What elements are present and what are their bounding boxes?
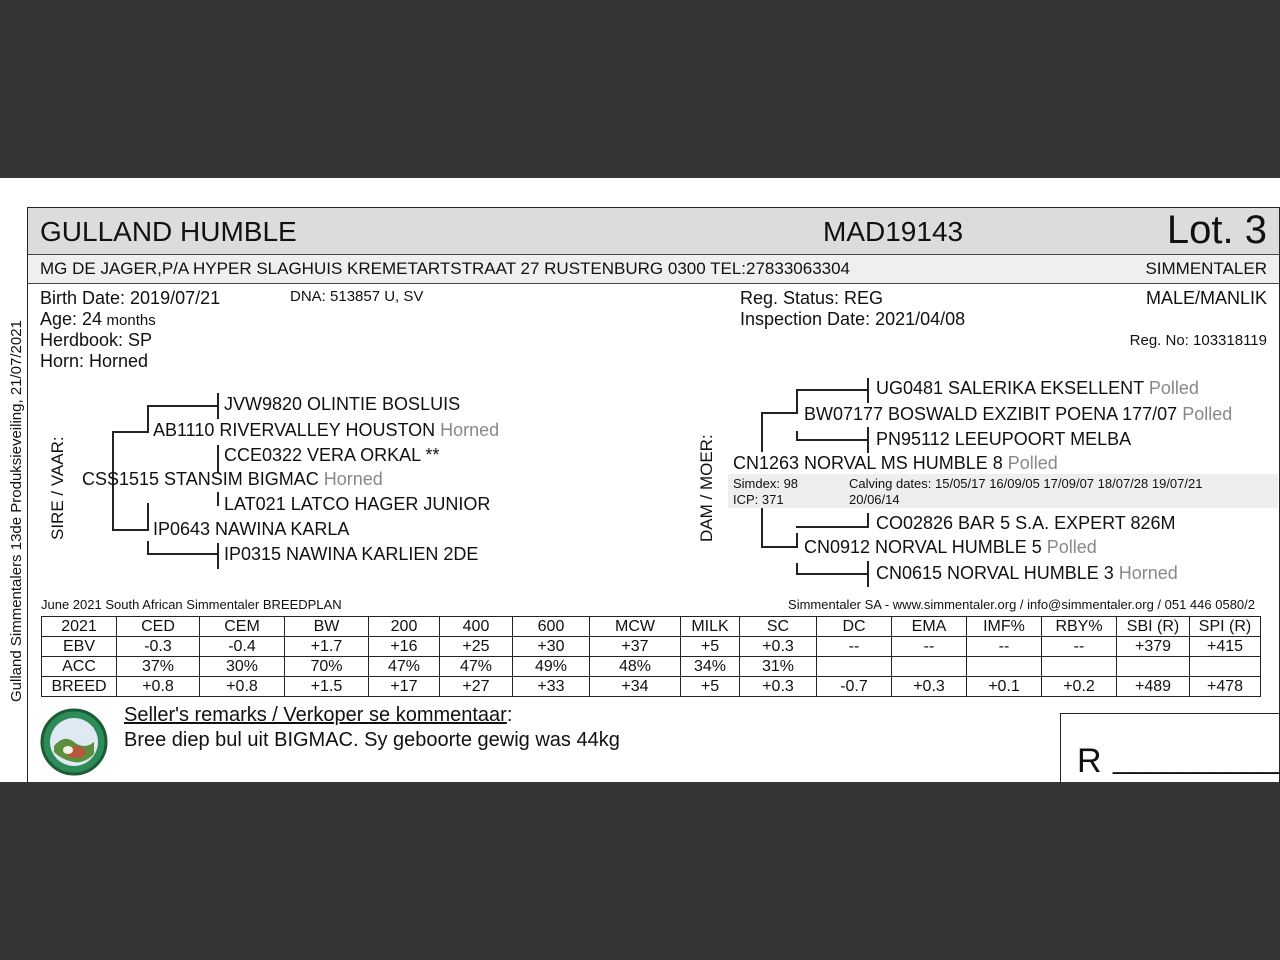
dam-bracket-top bbox=[761, 412, 763, 452]
table-cell: +1.5 bbox=[285, 677, 369, 697]
table-cell: +0.3 bbox=[740, 637, 817, 657]
reg-no: Reg. No: 103318119 bbox=[1129, 332, 1267, 349]
header-cell: SPI (R) bbox=[1190, 617, 1261, 637]
owner-bar bbox=[28, 255, 1279, 284]
table-cell: 34% bbox=[681, 657, 740, 677]
dam-gg-sire bbox=[876, 378, 1199, 399]
header-cell: EMA bbox=[892, 617, 967, 637]
table-cell: +5 bbox=[681, 637, 740, 657]
table-cell bbox=[892, 657, 967, 677]
dam-gd-bracket-b bbox=[796, 526, 869, 528]
dam-ggs-tick bbox=[867, 378, 869, 403]
dam-grand-dam-tag: Polled bbox=[1046, 537, 1097, 557]
table-cell: 70% bbox=[285, 657, 369, 677]
table-cell: +5 bbox=[681, 677, 740, 697]
header-cell: RBY% bbox=[1042, 617, 1117, 637]
table-cell: EBV bbox=[42, 637, 117, 657]
table-cell bbox=[1117, 657, 1190, 677]
age-value: Age: 24 bbox=[40, 309, 103, 329]
table-cell: +415 bbox=[1190, 637, 1261, 657]
remarks-heading bbox=[124, 704, 512, 727]
ebv-row bbox=[42, 637, 1261, 657]
sire-grand-sire bbox=[153, 420, 499, 441]
catalogue-sheet bbox=[0, 178, 1280, 782]
dam-gg-sire-name: UG0481 SALERIKA EKSELLENT bbox=[876, 378, 1144, 398]
horn: Horn: Horned bbox=[40, 351, 149, 371]
table-cell bbox=[1190, 657, 1261, 677]
inspection-date: Inspection Date: 2021/04/08 bbox=[740, 309, 966, 329]
header-cell: 600 bbox=[513, 617, 590, 637]
ebv-table bbox=[41, 616, 1261, 697]
table-cell: +33 bbox=[513, 677, 590, 697]
calving-dates-cont: 20/06/14 bbox=[849, 492, 900, 507]
remarks-text: Bree diep bul uit BIGMAC. Sy geboorte gewig was 44kg bbox=[124, 729, 620, 751]
sire-bracket-bottom bbox=[112, 529, 147, 531]
table-cell: +0.1 bbox=[967, 677, 1042, 697]
dam-gs-bracket-d bbox=[796, 439, 869, 441]
header-cell: CEM bbox=[200, 617, 285, 637]
breedplan-contact: Simmentaler SA - www.simmentaler.org / info@simmentaler.org / 051 446 0580/2 bbox=[788, 597, 1255, 612]
owner-details: MG DE JAGER,P/A HYPER SLAGHUIS KREMETARTSTRAAT 27 RUSTENBURG 0300 TEL:27833063304 bbox=[40, 259, 851, 278]
header-cell: MCW bbox=[590, 617, 681, 637]
table-cell: -0.4 bbox=[200, 637, 285, 657]
dam-grand-dam bbox=[804, 537, 1097, 558]
sire-tag: Horned bbox=[323, 469, 383, 489]
dam-gd-bracket-a bbox=[796, 533, 798, 548]
gd-bracket-a bbox=[147, 503, 149, 531]
table-cell: 49% bbox=[513, 657, 590, 677]
table-cell: BREED bbox=[42, 677, 117, 697]
side-note: Gulland Simmentalers 13de Produksieveiling, 21/07/2021 bbox=[8, 320, 25, 702]
dam-gg-dam: PN95112 LEEUPOORT MELBA bbox=[876, 429, 1132, 449]
dam-gd-bracket-d bbox=[796, 573, 869, 575]
table-cell: -- bbox=[892, 637, 967, 657]
sire-side-label: SIRE / VAAR: bbox=[48, 436, 67, 540]
dam-bracket-bottom-h bbox=[761, 546, 797, 548]
header-cell: BW bbox=[285, 617, 369, 637]
table-cell: -0.3 bbox=[117, 637, 200, 657]
header-cell: MILK bbox=[681, 617, 740, 637]
dam-performance-box bbox=[728, 474, 1278, 508]
table-cell: 47% bbox=[369, 657, 440, 677]
breed: SIMMENTALER bbox=[1145, 259, 1267, 278]
table-cell: +0.8 bbox=[200, 677, 285, 697]
dam-gdd-tick bbox=[867, 561, 869, 587]
sire-gg-dam: CCE0322 VERA ORKAL ** bbox=[224, 445, 440, 465]
dam-gs-bracket-a bbox=[796, 389, 798, 414]
table-cell: 30% bbox=[200, 657, 285, 677]
table-cell: +30 bbox=[513, 637, 590, 657]
dam-tag: Polled bbox=[1007, 453, 1058, 473]
gd-bracket-d bbox=[147, 553, 219, 555]
animal-name: GULLAND HUMBLE bbox=[40, 216, 297, 247]
header-cell: SC bbox=[740, 617, 817, 637]
dam-ggd-tick bbox=[867, 427, 869, 453]
dam-gd-dam bbox=[876, 563, 1178, 584]
table-cell: +25 bbox=[440, 637, 513, 657]
table-cell: ACC bbox=[42, 657, 117, 677]
header-cell: DC bbox=[817, 617, 892, 637]
header-cell: IMF% bbox=[967, 617, 1042, 637]
ggs-tick bbox=[217, 393, 219, 419]
table-cell: +0.3 bbox=[740, 677, 817, 697]
sire-grand-dam: IP0643 NAWINA KARLA bbox=[153, 519, 350, 539]
age bbox=[40, 309, 156, 330]
sire-bracket-top bbox=[112, 431, 147, 433]
dam-grand-sire bbox=[804, 404, 1232, 425]
sire-name bbox=[82, 469, 383, 490]
table-cell: +0.3 bbox=[892, 677, 967, 697]
table-cell bbox=[817, 657, 892, 677]
price-currency: R bbox=[1077, 742, 1102, 780]
dam-bracket-bottom bbox=[761, 508, 763, 548]
header-cell: SBI (R) bbox=[1117, 617, 1190, 637]
birth-date: Birth Date: 2019/07/21 bbox=[40, 288, 221, 308]
dam-gs-bracket-b bbox=[796, 389, 869, 391]
title-bar bbox=[28, 208, 1279, 255]
table-cell: 37% bbox=[117, 657, 200, 677]
simdex: Simdex: 98 bbox=[733, 476, 799, 491]
gds-tick bbox=[217, 492, 219, 506]
table-cell: -0.7 bbox=[817, 677, 892, 697]
dam-name bbox=[733, 453, 1058, 474]
herdbook: Herdbook: SP bbox=[40, 330, 153, 350]
breed-row bbox=[42, 677, 1261, 697]
dam-gds-tick bbox=[867, 513, 869, 528]
table-cell: +478 bbox=[1190, 677, 1261, 697]
dam-grand-dam-name: CN0912 NORVAL HUMBLE 5 bbox=[804, 537, 1042, 557]
remarks-colon: : bbox=[506, 704, 513, 726]
breedplan-title: June 2021 South African Simmentaler BREEDPLAN bbox=[41, 597, 342, 612]
table-cell: +34 bbox=[590, 677, 681, 697]
price-box[interactable] bbox=[1060, 713, 1280, 784]
table-cell: 31% bbox=[740, 657, 817, 677]
table-cell: +1.7 bbox=[285, 637, 369, 657]
acc-row bbox=[42, 657, 1261, 677]
sire-gd-dam: IP0315 NAWINA KARLIEN 2DE bbox=[224, 544, 479, 564]
table-cell: -- bbox=[817, 637, 892, 657]
sex: MALE/MANLIK bbox=[1145, 288, 1267, 308]
table-cell: -- bbox=[1042, 637, 1117, 657]
sire-grand-sire-tag: Horned bbox=[440, 420, 500, 440]
gs-bracket-b bbox=[147, 405, 219, 407]
table-cell: 47% bbox=[440, 657, 513, 677]
animal-id: MAD19143 bbox=[823, 216, 964, 247]
icp: ICP: 371 bbox=[733, 492, 784, 507]
table-cell: +37 bbox=[590, 637, 681, 657]
header-cell: 2021 bbox=[42, 617, 117, 637]
table-cell: +17 bbox=[369, 677, 440, 697]
header-cell: CED bbox=[117, 617, 200, 637]
dam-grand-sire-name: BW07177 BOSWALD EXZIBIT POENA 177/07 bbox=[804, 404, 1178, 424]
sire-gd-sire: LAT021 LATCO HAGER JUNIOR bbox=[224, 494, 491, 514]
table-cell bbox=[1042, 657, 1117, 677]
lot-card bbox=[27, 207, 1280, 782]
dam-gd-dam-name: CN0615 NORVAL HUMBLE 3 bbox=[876, 563, 1114, 583]
price-blank: __________ bbox=[1113, 742, 1280, 775]
table-cell bbox=[967, 657, 1042, 677]
dam-side-label: DAM / MOER: bbox=[697, 434, 716, 542]
table-cell: -- bbox=[967, 637, 1042, 657]
dam-gd-dam-tag: Horned bbox=[1118, 563, 1178, 583]
table-cell: +0.8 bbox=[117, 677, 200, 697]
sire-name-text: CSS1515 STANSIM BIGMAC bbox=[82, 469, 319, 489]
table-cell: +27 bbox=[440, 677, 513, 697]
remarks-title: Seller's remarks / Verkoper se kommentaar bbox=[124, 704, 507, 726]
gdd-tick bbox=[217, 543, 219, 569]
table-cell: +489 bbox=[1117, 677, 1190, 697]
table-cell: 48% bbox=[590, 657, 681, 677]
dam-grand-sire-tag: Polled bbox=[1182, 404, 1233, 424]
age-unit: months bbox=[106, 312, 156, 329]
header-cell: 400 bbox=[440, 617, 513, 637]
lot-number: Lot. 3 bbox=[1166, 208, 1267, 252]
header-cell: 200 bbox=[369, 617, 440, 637]
table-cell: +379 bbox=[1117, 637, 1190, 657]
table-cell: +16 bbox=[369, 637, 440, 657]
sire-gg-sire: JVW9820 OLINTIE BOSLUIS bbox=[224, 394, 461, 414]
simmentaler-logo-icon bbox=[40, 708, 108, 776]
dam-name-text: CN1263 NORVAL MS HUMBLE 8 bbox=[733, 453, 1003, 473]
dam-bracket-top-h bbox=[761, 412, 797, 414]
calving-dates: Calving dates: 15/05/17 16/09/05 17/09/07 18/07/28 19/07/21 bbox=[849, 476, 1203, 491]
dna: DNA: 513857 U, SV bbox=[290, 288, 424, 305]
ebv-header-row bbox=[42, 617, 1261, 637]
dam-gg-sire-tag: Polled bbox=[1148, 378, 1199, 398]
table-cell: +0.2 bbox=[1042, 677, 1117, 697]
dam-gd-sire: CO02826 BAR 5 S.A. EXPERT 826M bbox=[876, 513, 1176, 533]
sire-grand-sire-name: AB1110 RIVERVALLEY HOUSTON bbox=[153, 420, 436, 440]
reg-status: Reg. Status: REG bbox=[740, 288, 884, 308]
gs-bracket-a bbox=[147, 405, 149, 433]
